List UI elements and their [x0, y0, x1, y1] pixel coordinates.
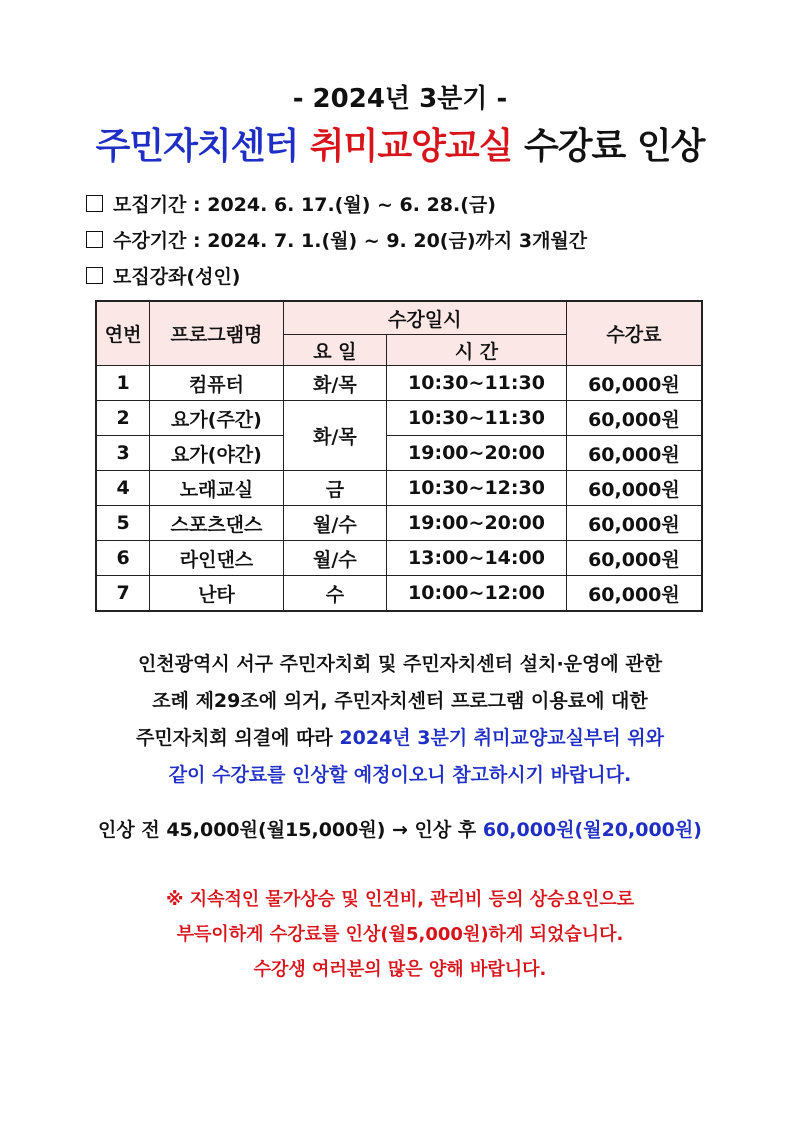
cell-time: 10:30~11:30: [387, 401, 567, 436]
recruit-period-line: [86, 190, 496, 217]
course-period: 수강기간 : 2024. 7. 1.(월) ~ 9. 20(금)까지 3개월간: [113, 230, 588, 252]
notice-highlight: 2024년 3분기 취미교양교실부터 위와: [339, 727, 664, 749]
cell-time: 10:30~12:30: [387, 471, 567, 506]
checkbox-square-icon: [86, 231, 103, 248]
cell-program: 라인댄스: [150, 541, 283, 576]
cell-time: 19:00~20:00: [387, 506, 567, 541]
course-type-line: [86, 262, 241, 289]
schedule-table: [95, 300, 703, 612]
cell-time: 19:00~20:00: [387, 436, 567, 471]
cell-fee: 60,000원: [566, 366, 702, 401]
course-period-line: [86, 226, 587, 253]
price-before: 인상 전 45,000원(월15,000원) → 인상 후: [98, 819, 483, 841]
header-fee: 수강료: [566, 301, 702, 366]
notice-line: 같이 수강료를 인상할 예정이오니 참고하시기 바랍니다.: [168, 764, 632, 786]
cell-no: 6: [96, 541, 150, 576]
cell-no: 1: [96, 366, 150, 401]
cell-day: 금: [283, 471, 387, 506]
page-title: [0, 118, 800, 169]
cell-fee: 60,000원: [566, 471, 702, 506]
notice-paragraph: [0, 646, 800, 794]
cell-no: 2: [96, 401, 150, 436]
cell-fee: 60,000원: [566, 506, 702, 541]
cell-day: 화/목: [283, 366, 387, 401]
cell-day: 수: [283, 576, 387, 612]
notice-line: [0, 720, 800, 757]
cell-fee: 60,000원: [566, 576, 702, 612]
notice-line: 조례 제29조에 의거, 주민자치센터 프로그램 이용료에 대한: [152, 690, 648, 712]
cell-no: 4: [96, 471, 150, 506]
cell-program: 컴퓨터: [150, 366, 283, 401]
checkbox-square-icon: [86, 267, 103, 284]
table-row: [96, 506, 702, 541]
subtitle: - 2024년 3분기 -: [292, 84, 508, 114]
cell-no: 7: [96, 576, 150, 612]
cell-day: 화/목: [283, 401, 387, 471]
cell-no: 5: [96, 506, 150, 541]
course-type: 모집강좌(성인): [113, 266, 241, 288]
price-change: [0, 815, 800, 842]
table-row: [96, 541, 702, 576]
title-class: 취미교양교실: [309, 126, 513, 167]
cell-program: 요가(야간): [150, 436, 283, 471]
table-row: [96, 401, 702, 436]
cell-program: 난타: [150, 576, 283, 612]
recruit-period: 모집기간 : 2024. 6. 17.(월) ~ 6. 28.(금): [113, 194, 496, 216]
header-schedule: 수강일시: [283, 301, 566, 335]
header-day: 요 일: [283, 335, 387, 366]
warning-line: 부득이하게 수강료를 인상(월5,000원)하게 되었습니다.: [176, 924, 624, 945]
table-row: [96, 436, 702, 471]
cell-program: 스포츠댄스: [150, 506, 283, 541]
table-row: [96, 366, 702, 401]
warning-line: ※ 지속적인 물가상승 및 인건비, 관리비 등의 상승요인으로: [165, 889, 635, 910]
cell-time: 13:00~14:00: [387, 541, 567, 576]
warning-line: 수강생 여러분의 많은 양해 바랍니다.: [253, 959, 547, 980]
price-after: 60,000원(월20,000원): [482, 819, 702, 841]
title-center: 주민자치센터: [95, 126, 299, 167]
notice-line: 인천광역시 서구 주민자치회 및 주민자치센터 설치·운영에 관한: [137, 653, 663, 675]
cell-fee: 60,000원: [566, 541, 702, 576]
header-no: 연번: [96, 301, 150, 366]
table-row: [96, 576, 702, 612]
cell-day: 월/수: [283, 541, 387, 576]
table-row: [96, 471, 702, 506]
header-time: 시 간: [387, 335, 567, 366]
cell-day: 월/수: [283, 506, 387, 541]
warning-paragraph: [0, 882, 800, 987]
cell-time: 10:30~11:30: [387, 366, 567, 401]
cell-program: 노래교실: [150, 471, 283, 506]
notice-text: 주민자치회 의결에 따라: [136, 727, 340, 749]
checkbox-square-icon: [86, 195, 103, 212]
cell-time: 10:00~12:00: [387, 576, 567, 612]
cell-program: 요가(주간): [150, 401, 283, 436]
cell-no: 3: [96, 436, 150, 471]
title-fee-increase: 수강료 인상: [523, 126, 705, 167]
cell-fee: 60,000원: [566, 401, 702, 436]
header-program: 프로그램명: [150, 301, 283, 366]
cell-fee: 60,000원: [566, 436, 702, 471]
